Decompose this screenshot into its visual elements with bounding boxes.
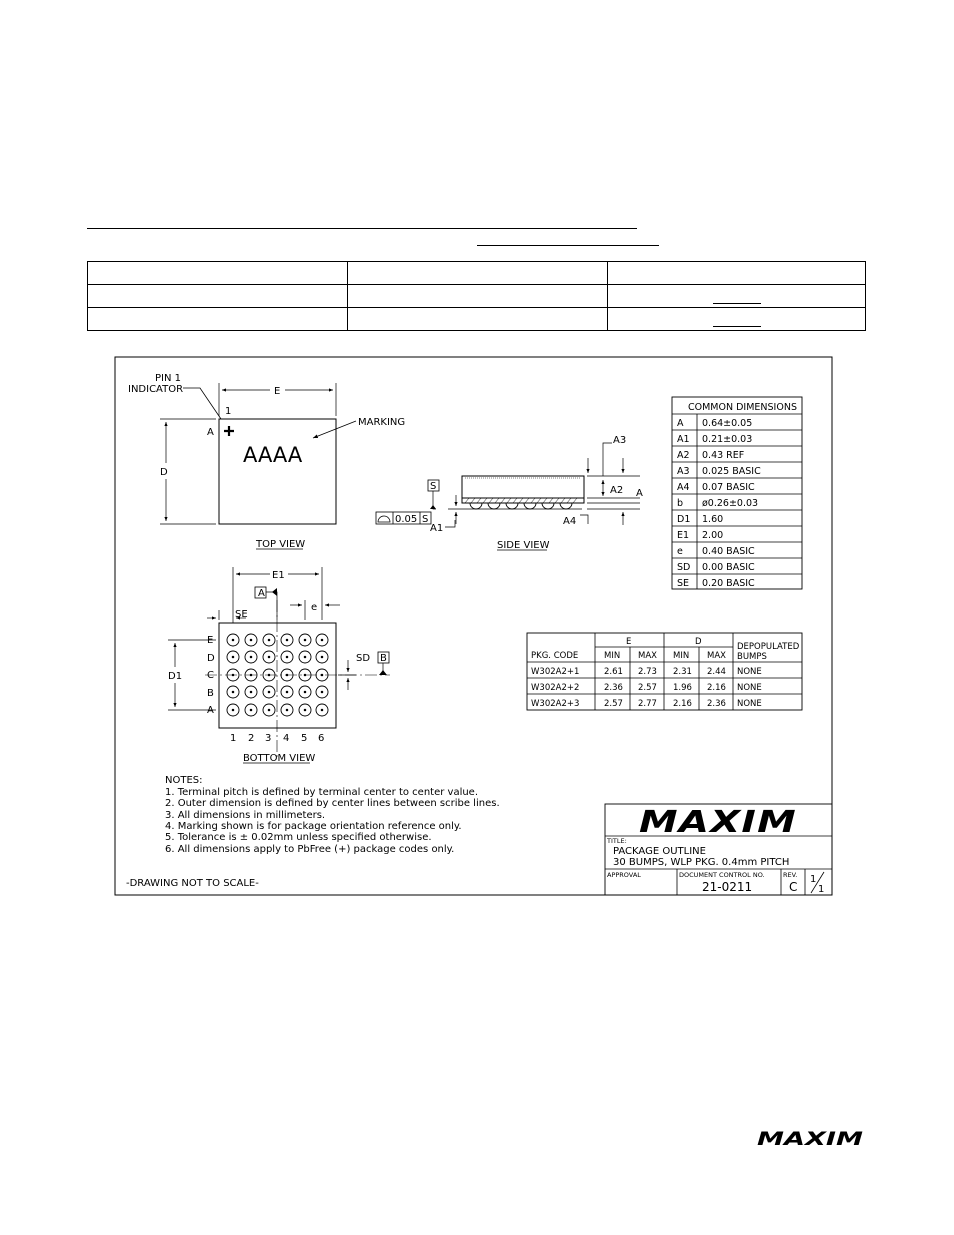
bump-center (321, 656, 323, 658)
pkg-value-cell: 2.77 (638, 699, 657, 709)
pkg-value-cell: 2.16 (673, 699, 692, 709)
bump-center (286, 656, 288, 658)
bump-center (321, 691, 323, 693)
row-label: C (207, 670, 214, 681)
col-label: 6 (318, 733, 325, 744)
note-item: 1. Terminal pitch is defined by terminal center to center value. (165, 787, 479, 798)
pin1-label: PIN 1 (155, 373, 182, 384)
dim-value: 0.21±0.03 (702, 434, 753, 445)
svg-text:MAXIM: MAXIM (639, 805, 797, 840)
dim-E1-label: E1 (272, 570, 285, 581)
common-dims-title: COMMON DIMENSIONS (688, 402, 797, 413)
bump-center (268, 709, 270, 711)
doc-control-number: 21-0211 (702, 880, 753, 894)
row-A-label: A (207, 427, 214, 438)
dim-SD-label: SD (356, 653, 371, 664)
datum-B-label: B (380, 653, 387, 664)
bump-center (286, 691, 288, 693)
dim-SE-label: SE (235, 609, 248, 620)
sheet-number: 1 (810, 874, 817, 885)
datum-A-label: A (258, 588, 265, 599)
dim-symbol: D1 (677, 514, 691, 525)
dim-value: 1.60 (702, 514, 724, 525)
row-label: A (207, 705, 214, 716)
pkg-code-cell: W302A2+3 (531, 699, 580, 709)
note-item: 6. All dimensions apply to PbFree (+) package codes only. (165, 844, 455, 855)
dim-symbol: e (677, 546, 683, 557)
bump-center (250, 709, 252, 711)
maxim-logo-icon (755, 1128, 865, 1148)
dim-value: 0.07 BASIC (702, 482, 755, 493)
bump-center (232, 691, 234, 693)
pkg-value-cell: 2.44 (707, 667, 726, 677)
bump-center (321, 674, 323, 676)
pkg-code-cell: W302A2+2 (531, 683, 580, 693)
side-view (376, 435, 643, 551)
bottom-view (168, 567, 390, 764)
pkg-value-cell: 2.57 (638, 683, 657, 693)
title-label: TITLE: (607, 837, 627, 845)
side-view-die (462, 476, 584, 498)
notes-heading: NOTES: (165, 775, 203, 786)
max-header: MAX (707, 651, 726, 661)
common-dimensions-table (672, 397, 802, 589)
bump-center (250, 674, 252, 676)
dim-value: 0.64±0.05 (702, 418, 753, 429)
doc-control-label: DOCUMENT CONTROL NO. (679, 871, 765, 879)
col-label: 3 (265, 733, 272, 744)
top-view-body (219, 419, 336, 524)
pkg-value-cell: 2.36 (707, 699, 726, 709)
pkg-E-header: E (626, 637, 632, 647)
bump-center (286, 674, 288, 676)
row-label: B (207, 688, 214, 699)
dim-symbol: A1 (677, 434, 690, 445)
datum-S-label: S (430, 481, 437, 492)
pkg-value-cell: 1.96 (673, 683, 692, 693)
bump-center (232, 674, 234, 676)
dim-D-label: D (160, 467, 168, 478)
pkg-value-cell: 2.31 (673, 667, 692, 677)
title-block (605, 804, 832, 895)
dim-value: ø0.26±0.03 (702, 498, 759, 509)
row-label: E (207, 635, 214, 646)
flatness-value: 0.05 (395, 514, 418, 525)
bump-center (232, 656, 234, 658)
side-bumps (470, 503, 572, 509)
dim-symbol: A3 (677, 466, 690, 477)
dim-E-label: E (274, 386, 281, 397)
row-label: D (207, 653, 215, 664)
pin1-leader (183, 388, 221, 419)
maxim-logo-icon (639, 805, 797, 840)
pkg-value-cell: 2.57 (604, 699, 623, 709)
approval-label: APPROVAL (607, 871, 641, 879)
pkg-D-header: D (695, 637, 702, 647)
dim-symbol: A2 (677, 450, 690, 461)
bump-center (304, 639, 306, 641)
dim-e-label: e (311, 602, 318, 613)
dim-symbol: SD (677, 562, 691, 573)
dim-A3-label: A3 (613, 435, 627, 446)
bump-center (250, 656, 252, 658)
bump-center (286, 709, 288, 711)
dim-symbol: b (677, 498, 684, 509)
title-line-2: 30 BUMPS, WLP PKG. 0.4mm PITCH (613, 857, 790, 868)
pkg-value-cell: NONE (737, 699, 762, 709)
bottom-view-caption: BOTTOM VIEW (243, 753, 316, 764)
dim-value: 0.20 BASIC (702, 578, 755, 589)
title-line-1: PACKAGE OUTLINE (613, 846, 706, 857)
dim-value: 0.025 BASIC (702, 466, 761, 477)
dim-A1-label: A1 (430, 523, 444, 534)
dim-symbol: E1 (677, 530, 690, 541)
note-item: 2. Outer dimension is defined by center lines between scribe lines. (165, 798, 500, 809)
dim-value: 0.00 BASIC (702, 562, 755, 573)
pkg-value-cell: 2.73 (638, 667, 657, 677)
bottom-view-body (219, 623, 336, 728)
dim-A2-label: A2 (610, 485, 624, 496)
top-view-caption: TOP VIEW (256, 539, 306, 550)
bump-center (321, 709, 323, 711)
rev-value: C (789, 880, 798, 894)
svg-text:MAXIM: MAXIM (757, 1128, 864, 1148)
dim-value: 2.00 (702, 530, 724, 541)
note-item: 4. Marking shown is for package orientation reference only. (165, 821, 462, 832)
pkg-code-header: PKG. CODE (531, 651, 579, 661)
pkg-value-cell: NONE (737, 667, 762, 677)
pkg-value-cell: NONE (737, 683, 762, 693)
note-item: 5. Tolerance is ± 0.02mm unless specified otherwise. (165, 832, 432, 843)
bump-center (250, 691, 252, 693)
bump-center (304, 691, 306, 693)
pkg-depop-header: DEPOPULATED (737, 642, 800, 652)
dim-value: 0.43 REF (702, 450, 745, 461)
pkg-code-table (527, 633, 802, 710)
dim-symbol: A4 (677, 482, 690, 493)
flatness-icon (378, 516, 390, 522)
bump-center (268, 674, 270, 676)
scale-note: -DRAWING NOT TO SCALE- (126, 878, 259, 889)
marking-text: AAAA (243, 443, 303, 467)
pkg-code-cell: W302A2+1 (531, 667, 580, 677)
dim-D1-label: D1 (168, 671, 183, 682)
col-label: 1 (230, 733, 237, 744)
pkg-value-cell: 2.36 (604, 683, 623, 693)
col-label: 5 (301, 733, 308, 744)
bump-center (250, 639, 252, 641)
bump-center (304, 674, 306, 676)
side-view-caption: SIDE VIEW (497, 540, 550, 551)
dim-value: 0.40 BASIC (702, 546, 755, 557)
bump-center (268, 691, 270, 693)
dim-symbol: A (677, 418, 684, 429)
bump-center (304, 709, 306, 711)
dim-A-label: A (636, 488, 643, 499)
row-labels (207, 635, 215, 716)
bump-center (268, 639, 270, 641)
bump-center (232, 639, 234, 641)
bump-center (304, 656, 306, 658)
note-item: 3. All dimensions in millimeters. (165, 810, 326, 821)
max-header: MAX (638, 651, 657, 661)
dim-symbol: SE (677, 578, 690, 589)
pkg-value-cell: 2.61 (604, 667, 623, 677)
pkg-depop-header-2: BUMPS (737, 652, 767, 662)
pkg-value-cell: 2.16 (707, 683, 726, 693)
notes (126, 775, 500, 889)
bump-center (321, 639, 323, 641)
col-label: 2 (248, 733, 255, 744)
dim-A4-label: A4 (563, 516, 577, 527)
min-header: MIN (673, 651, 690, 661)
bump-center (268, 656, 270, 658)
pin1-plus-icon (224, 426, 234, 436)
pin1-label-2: INDICATOR (128, 384, 184, 395)
min-header: MIN (604, 651, 621, 661)
bump-center (232, 709, 234, 711)
col-label: 4 (283, 733, 290, 744)
marking-label: MARKING (358, 417, 406, 428)
top-view (128, 373, 405, 550)
rev-label: REV. (783, 871, 798, 879)
pin1-number: 1 (225, 406, 232, 417)
flatness-datum: S (422, 514, 429, 525)
sheet-total: 1 (818, 884, 825, 895)
bump-center (286, 639, 288, 641)
